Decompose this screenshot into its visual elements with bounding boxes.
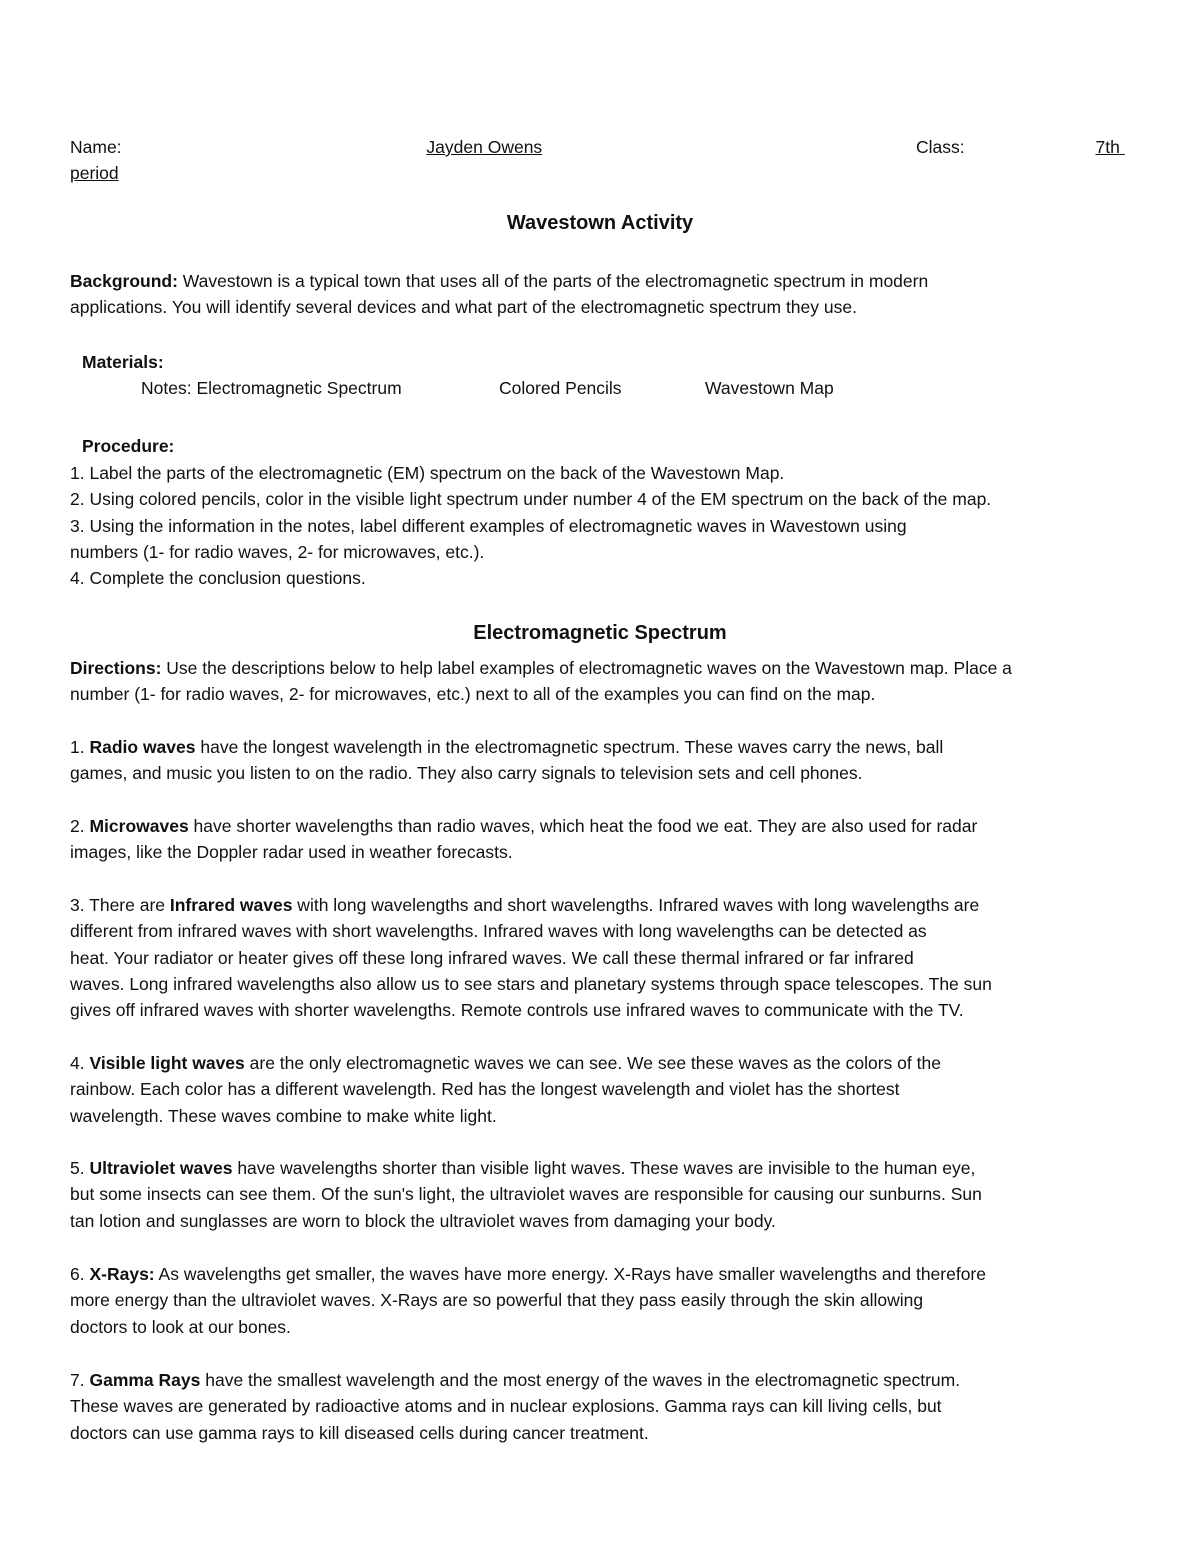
wave-term: Infrared waves [169,895,293,915]
wave-text: more energy than the ultraviolet waves. X-Rays are so powerful that they pass easily through the skin allowing [70,1290,924,1311]
directions-label: Directions: [70,658,162,678]
wave-number: 1. [70,737,90,757]
class-value: 7th [1095,137,1120,157]
wave-text: with long wavelengths and short wavelengths. Infrared waves with long wavelengths are [292,895,980,915]
procedure-step: numbers (1- for radio waves, 2- for microwaves, etc.). [70,541,485,562]
wave-text: doctors can use gamma rays to kill diseased cells during cancer treatment. [70,1422,649,1443]
class-field [970,137,1125,157]
wave-text: waves. Long infrared wavelengths also allow us to see stars and planetary systems through space telescopes. The sun [70,973,992,994]
wave-term: Radio waves [89,737,196,757]
material-map: Wavestown Map [705,378,834,398]
material-notes: Notes: Electromagnetic Spectrum [141,378,402,398]
wave-term: Gamma Rays [89,1370,201,1390]
class-label: Class: [916,137,965,157]
background-text-2: applications. You will identify several devices and what part of the electromagnetic spectrum they use. [70,297,857,318]
wave-term: Visible light waves [89,1053,245,1073]
procedure-label: Procedure: [82,436,175,456]
wave-term: Microwaves [89,816,189,836]
wave-infrared [70,892,1130,1023]
wave-xrays [70,1261,1130,1340]
wave-term: Ultraviolet waves [89,1158,233,1178]
wave-text: but some insects can see them. Of the sun's light, the ultraviolet waves are responsible for causing our sunburns. Sun [70,1184,982,1205]
wave-text: doctors to look at our bones. [70,1316,291,1337]
wave-visible-light [70,1050,1130,1129]
wave-gamma [70,1367,1130,1446]
wave-text: As wavelengths get smaller, the waves have more energy. X-Rays have smaller wavelengths and therefore [154,1264,986,1284]
wave-text: tan lotion and sunglasses are worn to block the ultraviolet waves from damaging your body. [70,1210,776,1231]
wave-text: different from infrared waves with short wavelengths. Infrared waves with long wavelengths can be detected as [70,921,927,942]
wave-text: images, like the Doppler radar used in weather forecasts. [70,842,513,863]
wave-text: wavelength. These waves combine to make white light. [70,1105,497,1126]
wave-number: 2. [70,816,90,836]
wave-text: games, and music you listen to on the radio. They also carry signals to television sets and cell phones. [70,763,863,784]
wave-number: 6. [70,1264,90,1284]
background-text-1: Wavestown is a typical town that uses all of the parts of the electromagnetic spectrum in modern [177,271,929,291]
procedure-step: 1. Label the parts of the electromagnetic (EM) spectrum on the back of the Wavestown Map. [70,463,785,483]
procedure-step: 3. Using the information in the notes, label different examples of electromagnetic waves in Wavestown using [70,515,907,536]
procedure-list [70,460,1130,591]
wave-radio [70,734,1130,787]
wave-ultraviolet [70,1155,1130,1234]
wave-number: 3. There are [70,895,170,915]
wave-text: have wavelengths shorter than visible light waves. These waves are invisible to the human eye, [232,1158,976,1178]
name-field [126,137,542,157]
material-pencils: Colored Pencils [499,378,622,398]
background-section [70,268,1130,321]
page-title: Wavestown Activity [506,212,694,234]
class-line [916,134,1125,160]
directions-section [70,655,1130,708]
name-line [70,134,542,160]
materials-label: Materials: [82,352,164,372]
wave-text: gives off infrared waves with shorter wavelengths. Remote controls use infrared waves to communicate with the TV. [70,1000,964,1021]
wave-microwaves [70,813,1130,866]
name-value: Jayden Owens [426,137,543,157]
wave-term: X-Rays: [89,1264,155,1284]
directions-text-2: number (1- for radio waves, 2- for microwaves, etc.) next to all of the examples you can find on the map. [70,684,876,705]
wave-number: 5. [70,1158,90,1178]
procedure-step: 2. Using colored pencils, color in the visible light spectrum under number 4 of the EM spectrum on the back of the map. [70,489,992,510]
name-label: Name: [70,137,122,157]
wave-text: have the smallest wavelength and the most energy of the waves in the electromagnetic spectrum. [200,1370,961,1390]
spectrum-title: Electromagnetic Spectrum [473,622,727,644]
wave-text: have shorter wavelengths than radio waves, which heat the food we eat. They are also used for radar [188,816,978,836]
procedure-step: 4. Complete the conclusion questions. [70,568,366,589]
class-value-continued: period [70,163,119,183]
wave-text: heat. Your radiator or heater gives off these long infrared waves. We call these thermal infrared or far infrared [70,947,914,968]
wave-number: 7. [70,1370,90,1390]
wave-text: are the only electromagnetic waves we can see. We see these waves as the colors of the [244,1053,941,1073]
wave-text: These waves are generated by radioactive atoms and in nuclear explosions. Gamma rays can kill living cells, but [70,1396,942,1417]
wave-text: rainbow. Each color has a different wavelength. Red has the longest wavelength and violet has the shortest [70,1079,900,1100]
directions-text-1: Use the descriptions below to help label examples of electromagnetic waves on the Wavestown map. Place a [161,658,1012,678]
wave-text: have the longest wavelength in the electromagnetic spectrum. These waves carry the news, ball [195,737,944,757]
background-label: Background: [70,271,178,291]
wave-number: 4. [70,1053,90,1073]
